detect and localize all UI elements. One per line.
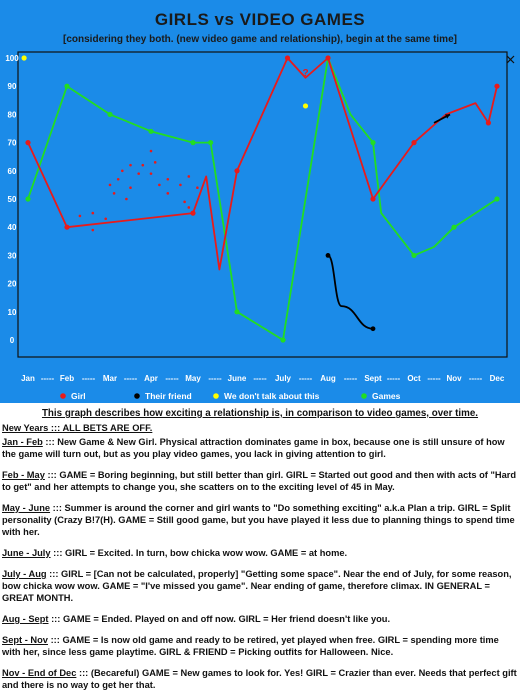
girl-scatter-dot <box>167 192 170 195</box>
entry-label: July - Aug <box>2 569 47 579</box>
y-tick-label: 70 <box>7 138 17 148</box>
x-tick-label: Oct <box>407 374 421 383</box>
girl-scatter-dot <box>129 186 132 189</box>
x-tick-label: Jan <box>21 374 35 383</box>
x-tick-separator: ----- <box>427 374 441 383</box>
entry-paragraph <box>2 502 518 538</box>
y-tick-label: 50 <box>7 195 17 204</box>
entry-label: Aug - Sept <box>2 614 49 624</box>
entry-text: ::: GIRL = Excited. In turn, bow chicka wow wow. GAME = at home. <box>50 548 348 558</box>
girl-scatter-dot <box>92 229 95 232</box>
x-tick-separator: ----- <box>343 374 358 383</box>
entry-paragraph <box>2 568 518 604</box>
girl-scatter-dot <box>150 172 153 175</box>
girl-scatter-dot <box>167 178 170 181</box>
x-tick-label: June <box>227 374 247 383</box>
entry-paragraph <box>2 469 518 493</box>
x-tick-label: May <box>185 374 201 383</box>
girl-point <box>486 120 491 125</box>
girl-scatter-dot <box>121 170 124 173</box>
girl-scatter-dot <box>196 186 199 189</box>
we-dont-talk-point <box>22 55 27 60</box>
girl-point <box>411 140 416 145</box>
entry-text: ::: GAME = Boring beginning, but still better than girl. GIRL = Started out good and then with acts of "Hard to get" and her attempts to change you, she scatters on to the exciting level of 45 in May. <box>2 470 517 492</box>
girl-scatter-dot <box>150 150 153 153</box>
girl-point <box>494 84 499 89</box>
x-tick-separator: ----- <box>386 374 401 383</box>
y-tick-label: 20 <box>7 279 17 289</box>
girl-scatter-dot <box>179 184 182 187</box>
girl-point <box>285 55 290 60</box>
entry-label: Sept - Nov <box>2 635 48 645</box>
legend-label: Girl <box>71 391 86 401</box>
entry-paragraph <box>2 634 518 658</box>
entry-text: ::: GAME = Is now old game and ready to be retired, yet played when free. GIRL = spending more time with her, since less game playtime. GIRL & FRIEND = Picking outfits for Halloween. Nice. <box>2 635 499 657</box>
x-tick-label: Dec <box>489 374 505 383</box>
description-area <box>0 403 520 700</box>
x-tick-separator: ----- <box>298 374 313 383</box>
entry-label: Feb - May <box>2 470 45 480</box>
y-tick-label: 90 <box>7 82 17 92</box>
girl-scatter-dot <box>113 192 116 195</box>
girl-point <box>25 140 30 145</box>
games-point <box>234 309 239 314</box>
girl-point <box>64 225 69 230</box>
entry-text: ::: GIRL = [Can not be calculated, properly] "Getting some space". Near the end of July, for some reason, bow chicka wow wow. GAME = "I've missed you game". Near ending of game, therefore climax. IN GENERAL = GREAT MONTH. <box>2 569 512 603</box>
games-point <box>411 253 416 258</box>
x-tick-separator: ----- <box>208 374 222 383</box>
girl-scatter-dot <box>188 175 191 178</box>
y-tick-label: 0 <box>9 336 15 345</box>
entries-list <box>0 436 520 691</box>
we-dont-talk-point <box>303 103 308 108</box>
games-point <box>280 337 285 342</box>
entry-text: ::: New Game & New Girl. Physical attraction dominates game in box, because one is still unsure of how the game will turn out, but as you play video games, you lack in giving attention to girl. <box>2 437 505 459</box>
x-tick-label: Sept <box>364 374 382 383</box>
games-point <box>208 140 213 145</box>
their-friend-point <box>326 253 331 258</box>
chart-subtitle: [considering they both. (new video game and relationship), begin at the same time] <box>63 34 457 45</box>
girl-scatter-dot <box>137 172 140 175</box>
games-point <box>370 140 375 145</box>
entry-paragraph <box>2 547 518 559</box>
girl-scatter-dot <box>104 217 107 220</box>
question-mark-annotation: ? <box>302 68 309 80</box>
girl-scatter-dot <box>158 184 161 187</box>
games-line <box>28 58 497 340</box>
y-tick-label: 10 <box>7 307 17 317</box>
girl-scatter-dot <box>79 215 82 218</box>
girl-point <box>325 55 330 60</box>
legend-label: Games <box>372 391 401 401</box>
legend-label: We don't talk about this <box>224 391 320 401</box>
y-tick-label: 60 <box>7 166 17 176</box>
y-tick-label: 80 <box>7 110 17 120</box>
legend-marker <box>60 393 66 399</box>
entry-label: Jan - Feb <box>2 437 43 447</box>
x-tick-separator: ----- <box>468 374 483 383</box>
entry-label: May - June <box>2 503 51 513</box>
entry-label: June - July <box>2 548 51 558</box>
entry-text: ::: GAME = Ended. Played on and off now. GIRL = Her friend doesn't like you. <box>48 614 391 624</box>
x-tick-separator: ----- <box>165 374 179 383</box>
entry-paragraph <box>2 436 518 460</box>
x-tick-label: July <box>274 374 292 383</box>
x-tick-label: Nov <box>446 374 462 383</box>
girl-scatter-dot <box>142 164 145 167</box>
games-point <box>64 84 69 89</box>
entry-text: ::: (Becareful) GAME = New games to look for. Yes! GIRL = Crazier than ever. Needs that perfect gift and there is no way to get her that. <box>2 668 517 690</box>
x-tick-label: Feb <box>59 374 75 383</box>
girl-scatter-dot <box>125 198 128 201</box>
girl-line <box>28 58 497 270</box>
their-friend-point <box>371 326 376 331</box>
x-tick-separator: ----- <box>123 374 138 383</box>
x-tick-separator: ----- <box>253 374 267 383</box>
girl-scatter-dot <box>188 206 191 209</box>
legend-label: Their friend <box>145 391 192 401</box>
y-tick-label: 100 <box>5 54 19 63</box>
graph-caption: This graph describes how exciting a relationship is, in comparison to video games, over time. <box>41 408 479 419</box>
x-tick-label: Mar <box>102 374 118 383</box>
girl-point <box>234 168 239 173</box>
their-friend-line <box>328 255 373 328</box>
girl-scatter-dot <box>154 161 157 164</box>
intro-line: New Years ::: ALL BETS ARE OFF. <box>2 423 153 433</box>
games-point <box>148 129 153 134</box>
games-point <box>25 196 30 201</box>
girl-point <box>370 196 375 201</box>
girl-point <box>190 211 195 216</box>
legend-marker <box>134 393 140 399</box>
entry-paragraph <box>2 667 518 691</box>
girl-scatter-dot <box>117 178 120 181</box>
y-tick-label: 40 <box>7 223 17 233</box>
games-point <box>107 112 112 117</box>
legend-marker <box>361 393 367 399</box>
girl-scatter-dot <box>183 201 186 204</box>
x-tick-separator: ----- <box>81 374 96 383</box>
games-point <box>494 196 499 201</box>
legend-marker <box>213 393 219 399</box>
girl-scatter-dot <box>92 212 95 215</box>
girl-scatter-dot <box>129 164 132 167</box>
entry-label: Nov - End of Dec <box>2 668 77 678</box>
girl-scatter-dot <box>109 184 112 187</box>
entry-text: ::: Summer is around the corner and girl wants to "Do something exciting" a.k.a Plan a trip. GIRL = Split personality (Crazy B!7(H). GAME = Still good game, but you have played it less due to planning things to spend time with her. <box>2 503 515 537</box>
entry-paragraph <box>2 613 518 625</box>
games-point <box>451 225 456 230</box>
chart-title: GIRLS vs VIDEO GAMES <box>154 10 366 29</box>
x-tick-label: Aug <box>320 374 336 383</box>
x-tick-label: Apr <box>144 374 158 383</box>
plot-frame <box>18 52 507 357</box>
x-tick-separator: ----- <box>40 374 55 383</box>
games-point <box>190 140 195 145</box>
y-tick-label: 30 <box>7 251 17 261</box>
